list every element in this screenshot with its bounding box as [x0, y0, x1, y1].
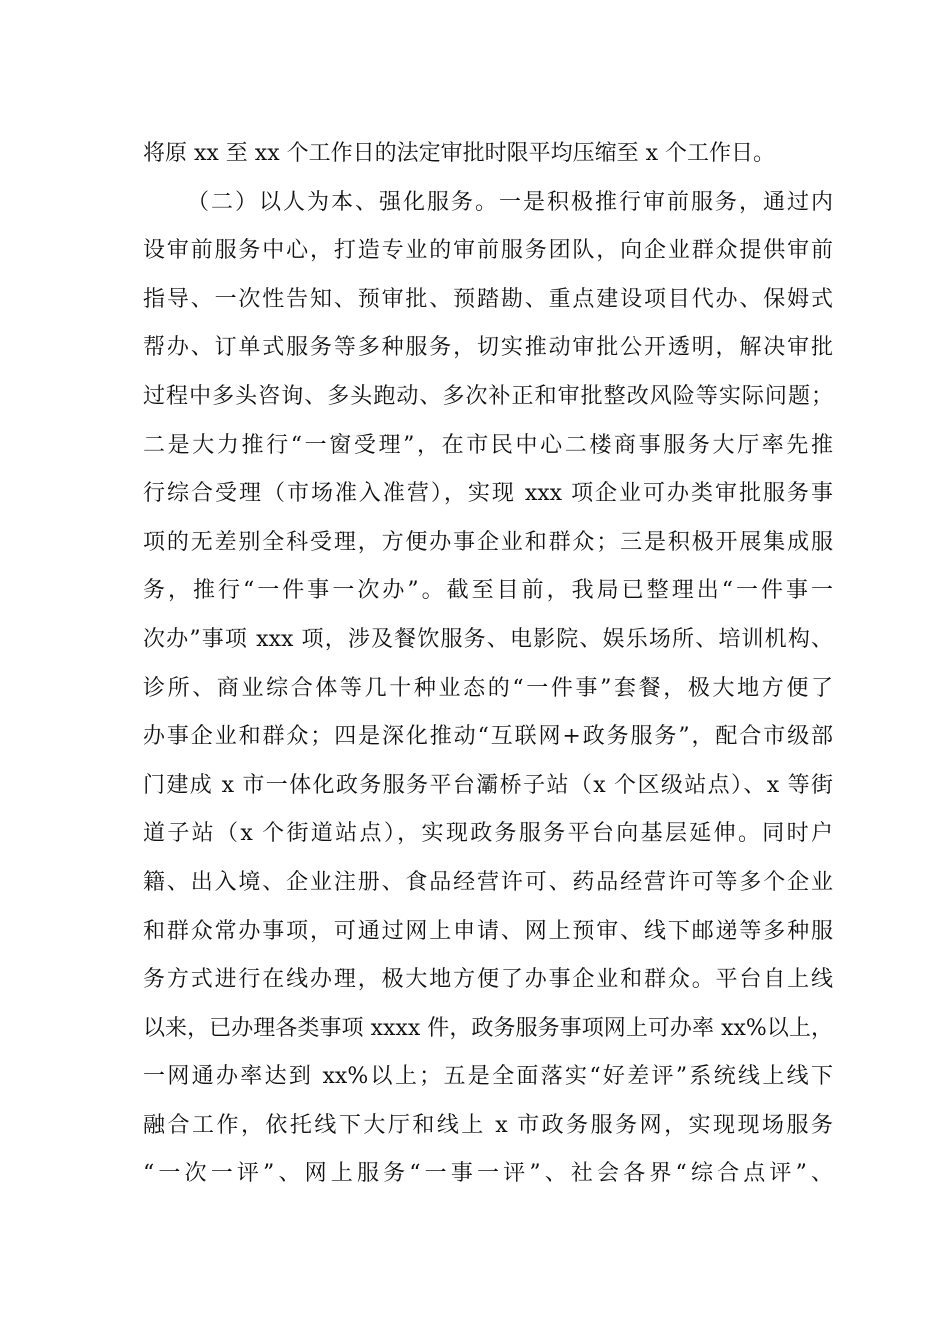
text-line: 一网通办率达到 xx%以上；五是全面落实“好差评”系统线上线下 — [143, 1064, 833, 1090]
text-line: 籍、出入境、企业注册、食品经营许可、药品经营许可等多个企业 — [143, 869, 833, 895]
text-line: 过程中多头咨询、多头跑动、多次补正和审批整改风险等实际问题； — [143, 383, 833, 409]
text-line: 道子站（x 个街道站点），实现政务服务平台向基层延伸。同时户 — [143, 821, 833, 847]
text-line: 项的无差别全科受理，方便办事企业和群众；三是积极开展集成服 — [143, 529, 833, 555]
text-line: 设审前服务中心，打造专业的审前服务团队，向企业群众提供审前 — [143, 238, 833, 264]
text-line: 二是大力推行“一窗受理”，在市民中心二楼商事服务大厅率先推 — [143, 432, 833, 458]
text-line: “一次一评”、网上服务“一事一评”、社会各界“综合点评”、 — [143, 1161, 833, 1187]
text-line: 行综合受理（市场准入准营），实现 xxx 项企业可办类审批服务事 — [143, 481, 833, 507]
text-line: 和群众常办事项，可通过网上申请、网上预审、线下邮递等多种服 — [143, 918, 833, 944]
text-line: 务，推行“一件事一次办”。截至目前，我局已整理出“一件事一 — [143, 578, 833, 604]
text-line: 帮办、订单式服务等多种服务，切实推动审批公开透明，解决审批 — [143, 335, 833, 361]
text-line: 办事企业和群众；四是深化推动“互联网+政务服务”，配合市级部 — [143, 724, 833, 750]
text-line: 融合工作，依托线下大厅和线上 x 市政务服务网，实现现场服务 — [143, 1112, 833, 1138]
text-line: 将原 xx 至 xx 个工作日的法定审批时限平均压缩至 x 个工作日。 — [143, 141, 775, 166]
paragraph-heading-line: （二）以人为本、强化服务。一是积极推行审前服务，通过内 — [187, 189, 833, 215]
text-line: 以来，已办理各类事项 xxxx 件，政务服务事项网上可办率 xx%以上， — [143, 1015, 833, 1041]
text-line: 务方式进行在线办理，极大地方便了办事企业和群众。平台自上线 — [143, 967, 833, 993]
text-line: 指导、一次性告知、预审批、预踏勘、重点建设项目代办、保姆式 — [143, 286, 833, 312]
text-line: 次办”事项 xxx 项，涉及餐饮服务、电影院、娱乐场所、培训机构、 — [143, 626, 833, 652]
text-line: 诊所、商业综合体等几十种业态的“一件事”套餐，极大地方便了 — [143, 675, 833, 701]
body-text — [143, 130, 833, 1199]
text-line: 门建成 x 市一体化政务服务平台灞桥子站（x 个区级站点）、x 等街 — [143, 772, 833, 798]
